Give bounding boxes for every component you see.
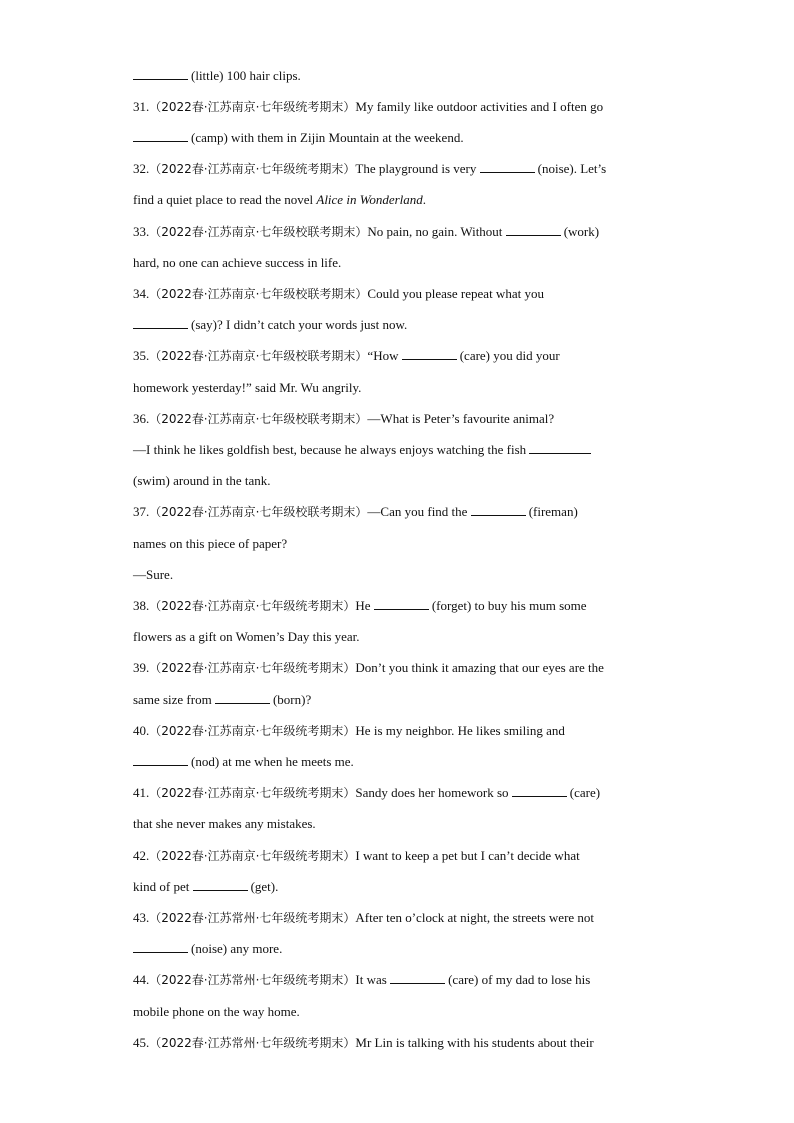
novel-title: Alice in Wonderland [316,192,423,207]
question-source: （2022春·江苏常州·七年级统考期末） [149,973,356,987]
question-36: 36.（2022春·江苏南京·七年级校联考期末）—What is Peter’s favourite animal? [133,411,555,426]
question-source: （2022春·江苏南京·七年级统考期末） [149,100,356,114]
question-41: 41.（2022春·江苏南京·七年级统考期末）Sandy does her homework so (care) [133,785,601,800]
question-33: 33.（2022春·江苏南京·七年级校联考期末）No pain, no gain. Without (work) [133,224,600,239]
question-source: （2022春·江苏南京·七年级统考期末） [149,849,356,863]
question-source: （2022春·江苏常州·七年级统考期末） [149,911,356,925]
question-44-cont: mobile phone on the way home. [133,1004,300,1019]
question-37: 37.（2022春·江苏南京·七年级校联考期末）—Can you find the (fireman) [133,504,578,519]
answer-blank[interactable] [529,440,591,454]
question-37-cont: names on this piece of paper? [133,536,288,551]
question-35-cont: homework yesterday!” said Mr. Wu angrily. [133,380,362,395]
question-41-cont: that she never makes any mistakes. [133,816,316,831]
question-39-cont: same size from (born)? [133,692,312,707]
question-source: （2022春·江苏南京·七年级统考期末） [149,786,356,800]
question-33-cont: hard, no one can achieve success in life. [133,255,342,270]
question-source: （2022春·江苏南京·七年级校联考期末） [149,349,368,363]
question-source: （2022春·江苏常州·七年级统考期末） [149,1036,356,1050]
answer-blank[interactable] [506,222,561,236]
question-35: 35.（2022春·江苏南京·七年级校联考期末）“How (care) you did your [133,348,560,363]
answer-blank[interactable] [480,159,535,173]
question-source: （2022春·江苏南京·七年级校联考期末） [149,412,368,426]
question-32-cont: find a quiet place to read the novel Alice in Wonderland. [133,192,427,207]
question-source: （2022春·江苏南京·七年级统考期末） [149,724,356,738]
question-source: （2022春·江苏南京·七年级统考期末） [149,661,356,675]
question-43: 43.（2022春·江苏常州·七年级统考期末）After ten o’clock at night, the streets were not [133,910,595,925]
question-31-cont: (camp) with them in Zijin Mountain at the weekend. [133,128,464,148]
question-36-cont2: (swim) around in the tank. [133,473,271,488]
answer-blank[interactable] [133,66,188,80]
question-38-cont: flowers as a gift on Women’s Day this year. [133,629,360,644]
question-source: （2022春·江苏南京·七年级统考期末） [149,599,356,613]
answer-blank[interactable] [133,315,188,329]
question-42-cont: kind of pet (get). [133,879,279,894]
question-source: （2022春·江苏南京·七年级校联考期末） [149,505,368,519]
answer-blank[interactable] [215,690,270,704]
answer-blank[interactable] [471,502,526,516]
answer-blank[interactable] [133,752,188,766]
question-34-cont: (say)? I didn’t catch your words just now. [133,315,407,335]
answer-blank[interactable] [390,970,445,984]
question-42: 42.（2022春·江苏南京·七年级统考期末）I want to keep a pet but I can’t decide what [133,848,580,863]
question-38: 38.（2022春·江苏南京·七年级统考期末）He (forget) to buy his mum some [133,598,587,613]
question-40-cont: (nod) at me when he meets me. [133,752,354,772]
answer-blank[interactable] [374,596,429,610]
answer-blank[interactable] [133,939,188,953]
answer-blank[interactable] [402,346,457,360]
q30-continuation: (little) 100 hair clips. [133,66,301,86]
question-31: 31.（2022春·江苏南京·七年级统考期末）My family like outdoor activities and I often go [133,99,604,114]
question-39: 39.（2022春·江苏南京·七年级统考期末）Don’t you think it amazing that our eyes are the [133,660,604,675]
question-32: 32.（2022春·江苏南京·七年级统考期末）The playground is very (noise). Let’s [133,161,607,176]
answer-blank[interactable] [512,783,567,797]
question-source: （2022春·江苏南京·七年级统考期末） [149,162,356,176]
answer-blank[interactable] [133,128,188,142]
question-36-cont: —I think he likes goldfish best, because he always enjoys watching the fish [133,440,594,460]
question-37-cont2: —Sure. [133,567,174,582]
question-44: 44.（2022春·江苏常州·七年级统考期末）It was (care) of my dad to lose his [133,972,591,987]
question-source: （2022春·江苏南京·七年级校联考期末） [149,287,368,301]
question-34: 34.（2022春·江苏南京·七年级校联考期末）Could you please repeat what you [133,286,544,301]
question-40: 40.（2022春·江苏南京·七年级统考期末）He is my neighbor. He likes smiling and [133,723,565,738]
question-source: （2022春·江苏南京·七年级校联考期末） [149,225,368,239]
answer-blank[interactable] [193,877,248,891]
question-43-cont: (noise) any more. [133,939,282,959]
question-45: 45.（2022春·江苏常州·七年级统考期末）Mr Lin is talking with his students about their [133,1035,594,1050]
